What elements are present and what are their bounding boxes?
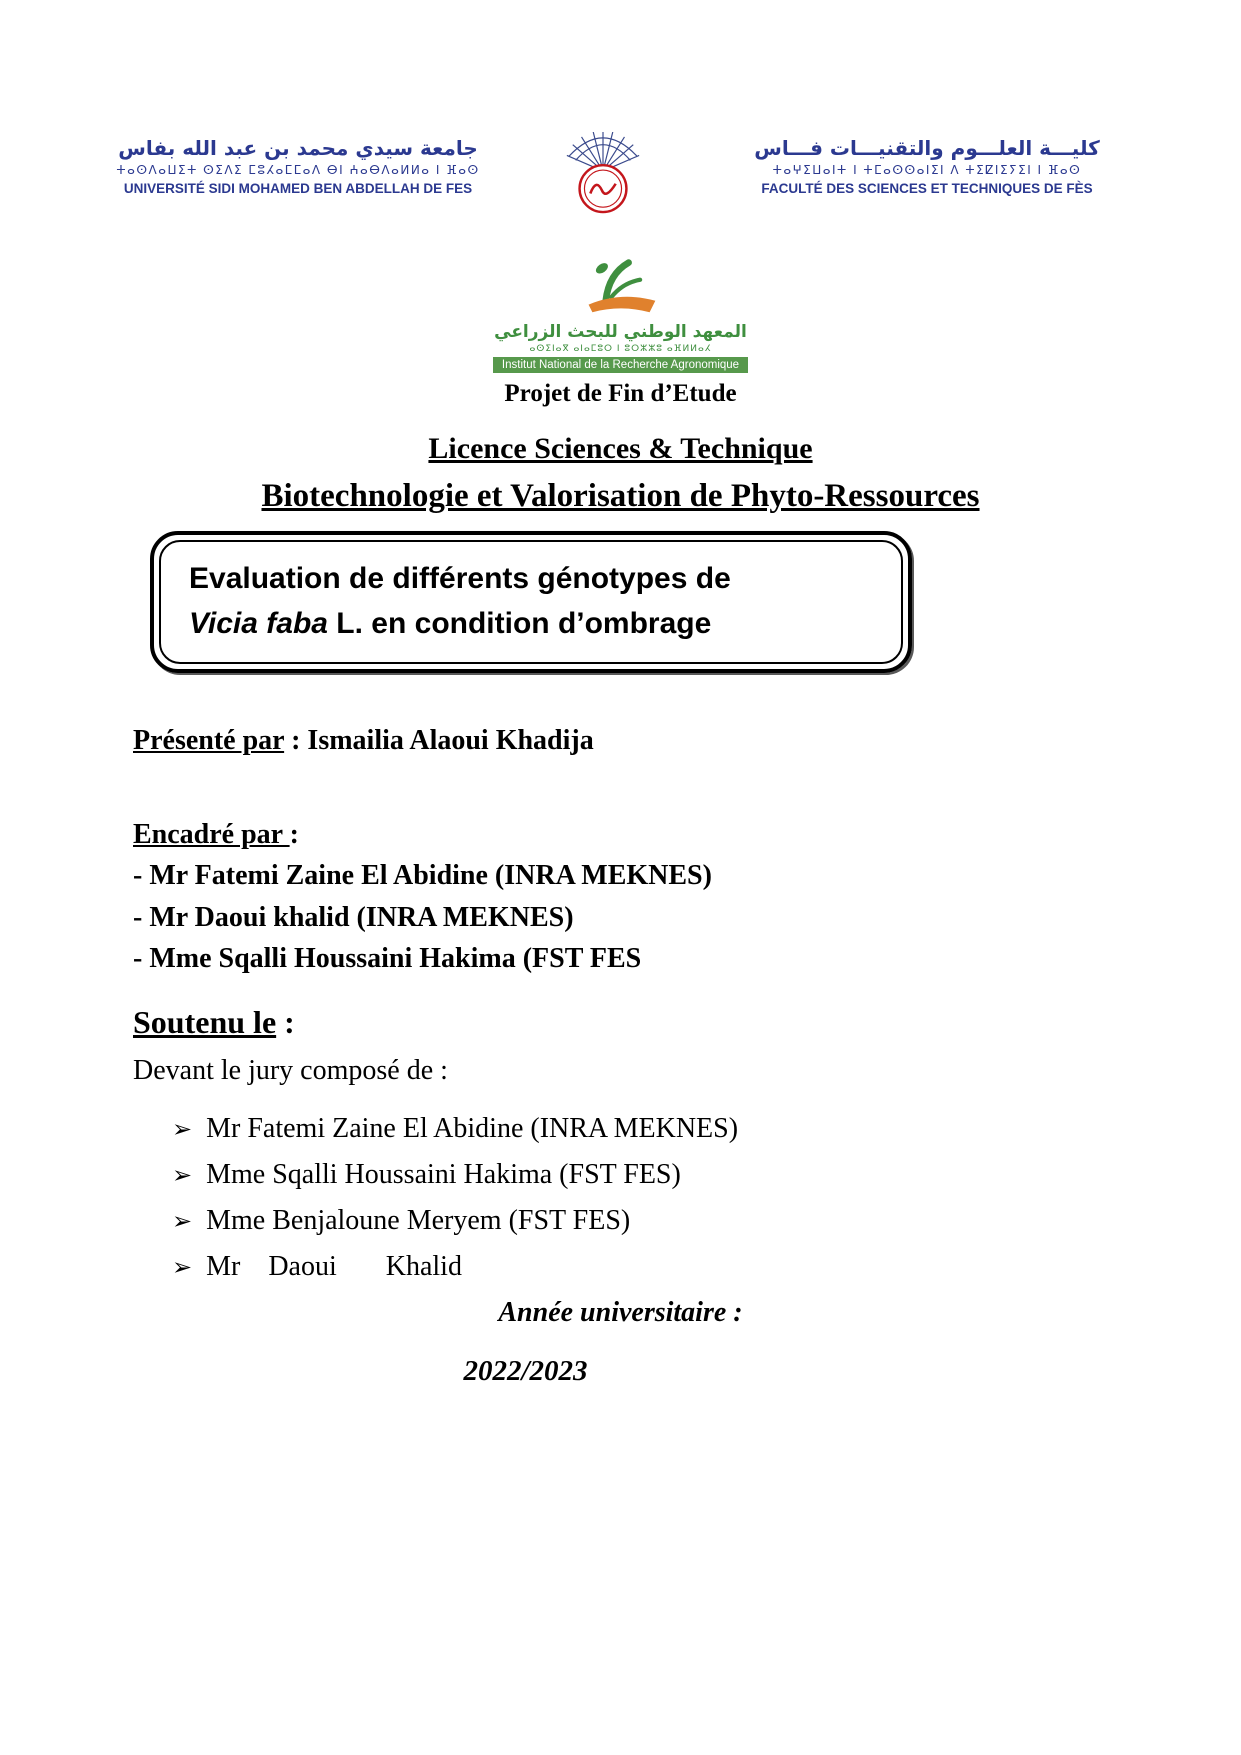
inra-name-arabic: المعهد الوطني للبحث الزراعي: [494, 322, 747, 342]
thesis-title-line1: Evaluation de différents génotypes de: [189, 562, 731, 596]
degree-specialty: Biotechnologie et Valorisation de Phyto-Ressources: [261, 478, 980, 515]
arrow-bullet-icon: ➢: [172, 1161, 193, 1190]
jury-list: [172, 1113, 1241, 1283]
jury-member-row: [172, 1251, 1241, 1283]
presented-by-value: : Ismailia Alaoui Khadija: [284, 725, 594, 757]
jury-member-name: Mr Daoui Khalid: [206, 1251, 462, 1283]
supervised-by-label-text: Encadré par: [133, 819, 290, 851]
project-type-label: Projet de Fin d’Etude: [504, 380, 737, 408]
inra-name-latin: Institut National de la Recherche Agronomique: [493, 357, 748, 373]
supervisor-line: - Mme Sqalli Houssaini Hakima (FST FES: [133, 943, 642, 975]
jury-member-name: Mme Sqalli Houssaini Hakima (FST FES): [206, 1159, 681, 1191]
inra-logo-icon: [0, 255, 1241, 322]
arrow-bullet-icon: ➢: [172, 1253, 193, 1282]
supervised-by-label: [133, 819, 1241, 851]
jury-member-row: [172, 1205, 1241, 1237]
university-name-tifinagh: ⵜⴰⵙⴷⴰⵡⵉⵜ ⵙⵉⴷⵉ ⵎⵓⵃⴰⵎⵎⴰⴷ ⴱⵏ ⵄⴰⴱⴷⴰⵍⵍⴰ ⵏ ⴼⴰⵙ: [116, 163, 480, 177]
defense-date-label: [133, 1004, 1241, 1041]
arrow-bullet-icon: ➢: [172, 1207, 193, 1236]
thesis-title-line2-rest: L. en condition d’ombrage: [327, 607, 712, 641]
arrow-bullet-icon: ➢: [172, 1115, 193, 1144]
thesis-title-box-inner: [159, 540, 903, 664]
inra-name-tifinagh: ⴰⵙⵉⵏⴰⴳ ⴰⵏⴰⵎⵓⵔ ⵏ ⵓⵔⵣⵣⵓ ⴰⴼⵍⵍⴰⵃ: [529, 344, 712, 355]
academic-year-value: 2022/2023: [463, 1355, 588, 1388]
supervisor-line: - Mr Fatemi Zaine El Abidine (INRA MEKNES): [133, 860, 712, 892]
faculty-name-arabic: كليـــة العلـــوم والتقنيـــات فـــاس: [754, 136, 1100, 160]
university-name-arabic: جامعة سيدي محمد بن عبد الله بفاس: [118, 136, 478, 160]
institution-header: [112, 136, 1133, 219]
jury-intro-line: Devant le jury composé de :: [133, 1055, 448, 1087]
inra-bar-wrap: [0, 354, 1241, 373]
presented-by-label: Présenté par: [133, 725, 285, 757]
university-name-latin: UNIVERSITÉ SIDI MOHAMED BEN ABDELLAH DE FES: [123, 181, 473, 196]
species-name: Vicia faba: [189, 607, 328, 641]
supervised-by-colon: :: [289, 819, 299, 851]
degree-title: Licence Sciences & Technique: [428, 432, 813, 466]
jury-member-row: [172, 1113, 1241, 1145]
supervisor-line: - Mr Daoui khalid (INRA MEKNES): [133, 901, 574, 933]
faculty-block: [721, 136, 1133, 196]
defense-date-colon: :: [276, 1004, 295, 1041]
thesis-title-box: [150, 531, 912, 673]
academic-year-label: Année universitaire :: [498, 1297, 743, 1329]
jury-member-name: Mme Benjaloune Meryem (FST FES): [206, 1205, 631, 1237]
inra-block: [0, 255, 1241, 408]
university-seal-icon: [559, 132, 647, 219]
thesis-title-line2: [189, 601, 883, 646]
defense-date-label-text: Soutenu le: [133, 1004, 277, 1041]
jury-member-row: [172, 1159, 1241, 1191]
presented-by-line: [133, 725, 1241, 757]
jury-member-name: Mr Fatemi Zaine El Abidine (INRA MEKNES): [206, 1113, 739, 1145]
university-block: [112, 136, 484, 196]
faculty-name-latin: FACULTÉ DES SCIENCES ET TECHNIQUES DE FÈS: [761, 181, 1093, 196]
faculty-name-tifinagh: ⵜⴰⵖⵉⵡⴰⵏⵜ ⵏ ⵜⵎⴰⵙⵙⴰⵏⵉⵏ ⴷ ⵜⵉⵇⵏⵉⵢⵉⵏ ⵏ ⴼⴰⵙ: [772, 163, 1082, 177]
